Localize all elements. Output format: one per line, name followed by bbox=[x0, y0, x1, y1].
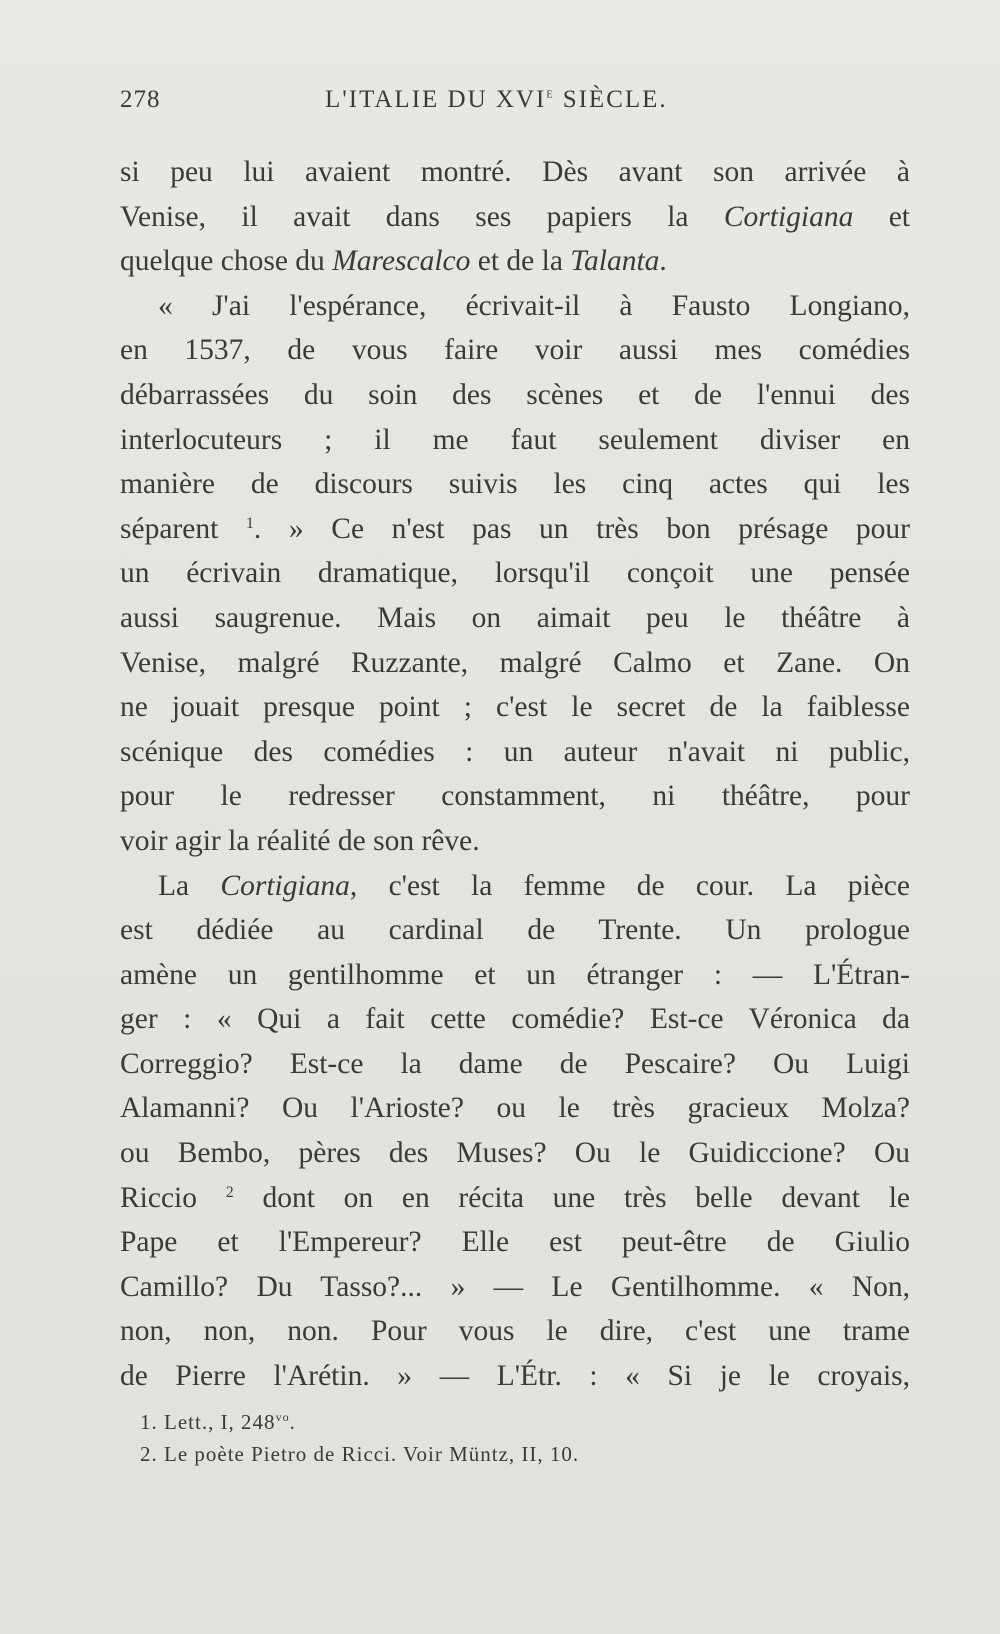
text-line: si peu lui avaient montré. Dès avant son arrivée à bbox=[120, 156, 910, 188]
text-line: manière de discours suivis les cinq actes qui les bbox=[120, 468, 910, 501]
footnote: 2. Le poète Pietro de Ricci. Voir Müntz, II, 10. bbox=[140, 1442, 580, 1466]
text-line: Alamanni? Ou l'Arioste? ou le très gracieux Molza? bbox=[120, 1092, 910, 1125]
work-title: Talanta bbox=[570, 245, 660, 278]
text-line: voir agir la réalité de son rêve. bbox=[120, 824, 480, 857]
footnote-ref: 2 bbox=[225, 1183, 234, 1201]
work-title: Marescalco bbox=[332, 245, 471, 278]
text-line: Correggio? Est-ce la dame de Pescaire? Ou Luigi bbox=[120, 1047, 910, 1080]
running-title bbox=[325, 86, 668, 114]
text-line: de Pierre l'Arétin. » — L'Étr. : « Si je le croyais, bbox=[120, 1360, 910, 1393]
text-line: pour le redresser constamment, ni théâtre, pour bbox=[120, 780, 910, 813]
text-line: aussi saugrenue. Mais on aimait peu le théâtre à bbox=[120, 601, 910, 634]
body-text bbox=[120, 150, 910, 1399]
text-line: Venise, il avait dans ses papiers la Cortigiana et bbox=[120, 200, 910, 233]
page-number: 278 bbox=[120, 86, 161, 113]
text-line: Riccio $^2$ dont on en récita une très belle devant le bbox=[120, 1181, 910, 1214]
running-title-main: L'ITALIE DU XVI bbox=[325, 86, 547, 113]
text-line: interlocuteurs ; il me faut seulement diviser en bbox=[120, 423, 910, 456]
text-line: séparent $^1$. » Ce n'est pas un très bon présage pour bbox=[120, 512, 910, 545]
running-title-superscript: e bbox=[546, 86, 555, 102]
footnotes bbox=[140, 1406, 910, 1470]
text-line: quelque chose du Marescalco et de la Talanta. bbox=[120, 245, 667, 278]
text-line: ne jouait presque point ; c'est le secret de la faiblesse bbox=[120, 691, 910, 724]
text-line: débarrassées du soin des scènes et de l'ennui des bbox=[120, 378, 910, 411]
footnote: 1. Lett., I, $248^{vo}$. bbox=[140, 1410, 296, 1434]
text-line: Camillo? Du Tasso?... » — Le Gentilhomme. « Non, bbox=[120, 1270, 910, 1303]
text-line: scénique des comédies : un auteur n'avait ni public, bbox=[120, 735, 910, 768]
text-line: « J'ai l'espérance, écrivait-il à Fausto Longiano, bbox=[158, 289, 910, 322]
running-title-end: SIÈCLE. bbox=[554, 86, 668, 113]
text-line: est dédiée au cardinal de Trente. Un prologue bbox=[120, 914, 910, 947]
work-title: Cortigiana bbox=[220, 869, 350, 902]
text-line: en 1537, de vous faire voir aussi mes comédies bbox=[120, 334, 910, 367]
text-line: ger : « Qui a fait cette comédie? Est-ce Véronica da bbox=[120, 1003, 910, 1036]
text-line: Pape et l'Empereur? Elle est peut-être de Giulio bbox=[120, 1226, 910, 1259]
work-title: Cortigiana bbox=[723, 200, 854, 233]
text-line: La Cortigiana, c'est la femme de cour. La pièce bbox=[158, 869, 910, 902]
footnote-ref: 1 bbox=[245, 514, 254, 532]
text-line: non, non, non. Pour vous le dire, c'est une trame bbox=[120, 1315, 910, 1348]
text-line: ou Bembo, pères des Muses? Ou le Guidiccione? Ou bbox=[120, 1137, 910, 1170]
text-line: Venise, malgré Ruzzante, malgré Calmo et Zane. On bbox=[120, 646, 910, 679]
running-header bbox=[120, 86, 910, 126]
text-line: un écrivain dramatique, lorsqu'il conçoit une pensée bbox=[120, 557, 910, 590]
text-line: amène un gentilhomme et un étranger : — L'Étran- bbox=[120, 958, 910, 991]
